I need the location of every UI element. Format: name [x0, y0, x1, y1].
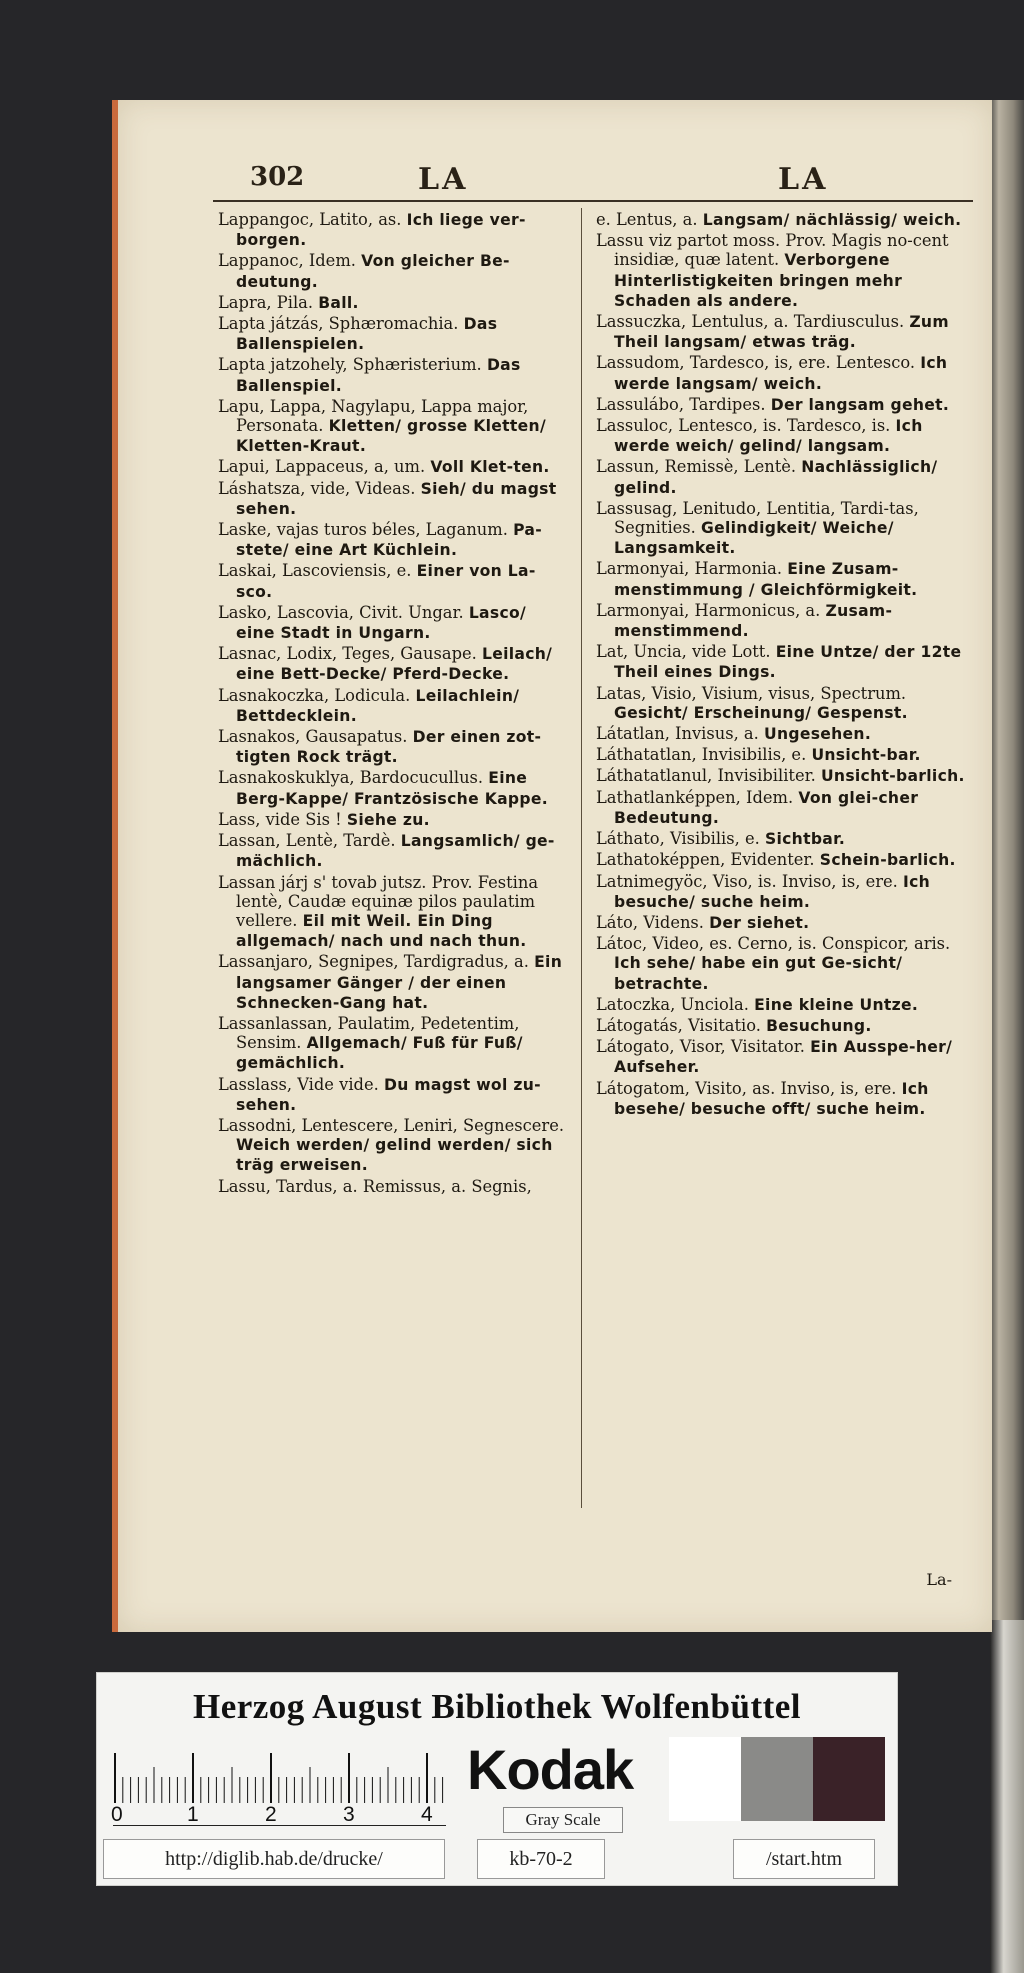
page-header: [118, 162, 992, 202]
dictionary-entry: [218, 479, 570, 519]
dictionary-entry: [596, 995, 966, 1015]
ruler-number: 4: [421, 1803, 433, 1826]
ruler-number: 2: [265, 1803, 277, 1826]
url-right: /start.htm: [733, 1839, 875, 1879]
left-column: [218, 210, 570, 1197]
header-rule: [213, 200, 973, 202]
german-translation: Unsicht-barlich.: [820, 767, 965, 786]
latin-headword: Lasko, Lascovia, Civit. Ungar.: [218, 602, 464, 622]
german-translation: Der einen zot-tigten Rock trägt.: [236, 728, 542, 767]
color-target-card: [96, 1672, 898, 1886]
dictionary-entry: [596, 934, 966, 994]
right-column: [596, 210, 966, 1120]
book-page: [112, 100, 992, 1632]
dictionary-entry: [218, 768, 570, 808]
german-translation: Eil mit Weil. Ein Ding allgemach/ nach und nach thun.: [236, 911, 527, 951]
gray-scale-label: Gray Scale: [503, 1807, 623, 1833]
ruler-number: 3: [343, 1803, 355, 1826]
latin-headword: Lapta jatzohely, Sphæristerium.: [218, 355, 482, 375]
german-translation: Ich werde weich/ gelind/ langsam.: [614, 417, 923, 456]
german-translation: Der langsam gehet.: [770, 395, 950, 414]
dictionary-entry: [218, 603, 570, 643]
dictionary-entry: [596, 601, 966, 641]
library-name: Herzog August Bibliothek Wolfenbüttel: [192, 1687, 802, 1726]
dictionary-entry: [596, 1016, 966, 1036]
german-translation: Von gleicher Be-deutung.: [236, 252, 510, 291]
latin-headword: Lassanlassan, Paulatim, Pedetentim, Sensim.: [218, 1013, 520, 1053]
latin-headword: Látoc, Video, es. Cerno, is. Conspicor, aris.: [596, 934, 951, 954]
latin-headword: Lapta játzás, Sphæromachia.: [218, 314, 459, 334]
latin-headword: Láshatsza, vide, Videas.: [218, 478, 416, 498]
german-translation: Gesicht/ Erscheinung/ Gespenst.: [614, 703, 908, 722]
ruler-number: 1: [187, 1803, 199, 1826]
latin-headword: Larmonyai, Harmonia.: [596, 559, 782, 579]
german-translation: Eine Berg-Kappe/ Frantzösische Kappe.: [236, 769, 548, 808]
dictionary-entry: [218, 1075, 570, 1115]
dictionary-entry: [218, 355, 570, 395]
latin-headword: Lasnac, Lodix, Teges, Gausape.: [218, 644, 477, 664]
dictionary-entry: [218, 397, 570, 457]
german-translation: Kletten/ grosse Kletten/ Kletten-Kraut.: [236, 417, 546, 456]
german-translation: Lasco/ eine Stadt in Ungarn.: [236, 603, 527, 643]
dictionary-entry: [596, 684, 966, 723]
german-translation: Ich werde langsam/ weich.: [614, 354, 948, 393]
latin-headword: Lathatoképpen, Evidenter.: [596, 850, 815, 870]
dictionary-entry: [596, 745, 966, 765]
german-translation: Pa-stete/ eine Art Küchlein.: [236, 521, 542, 560]
latin-headword: Lassusag, Lenitudo, Lentitia, Tardi-tas, Segnities.: [596, 498, 919, 538]
latin-headword: Látatlan, Invisus, a.: [596, 724, 759, 744]
latin-headword: Lapra, Pila.: [218, 292, 314, 312]
left-running-head: LA: [418, 162, 469, 197]
latin-headword: Laskai, Lascoviensis, e.: [218, 561, 412, 581]
german-translation: Sichtbar.: [764, 830, 846, 849]
german-translation: Du magst wol zu-sehen.: [236, 1075, 541, 1114]
dictionary-entry: [218, 952, 570, 1013]
german-translation: Das Ballenspiel.: [236, 356, 521, 395]
swatch-dark: [813, 1737, 885, 1821]
dictionary-entry: [218, 314, 570, 354]
dictionary-entry: [596, 913, 966, 933]
dictionary-entry: [218, 686, 570, 726]
swatch-gray: [741, 1737, 813, 1821]
german-translation: Ball.: [318, 293, 359, 312]
dictionary-entry: [596, 416, 966, 456]
german-translation: Ein Ausspe-her/ Aufseher.: [614, 1038, 953, 1077]
german-translation: Nachlässiglich/ gelind.: [614, 458, 938, 497]
latin-headword: Lappanoc, Idem.: [218, 251, 356, 271]
latin-headword: Lassodni, Lentescere, Leniri, Segnescere.: [218, 1115, 565, 1135]
latin-headword: Latoczka, Unciola.: [596, 994, 749, 1014]
dictionary-entry: [596, 788, 966, 828]
scale-ruler: [113, 1741, 446, 1826]
german-translation: Voll Klet-ten.: [430, 458, 550, 477]
dictionary-entry: [596, 872, 966, 912]
catchword: La-: [926, 1570, 952, 1589]
german-translation: Leilach/ eine Bett-Decke/ Pferd-Decke.: [236, 645, 553, 684]
german-translation: Ungesehen.: [764, 725, 872, 744]
gray-swatches: [669, 1737, 889, 1821]
german-translation: Gelindigkeit/ Weiche/ Langsamkeit.: [614, 519, 894, 558]
german-translation: Von glei-cher Bedeutung.: [614, 788, 919, 827]
latin-headword: Látogatom, Visito, as. Inviso, is, ere.: [596, 1078, 897, 1098]
german-translation: Eine Untze/ der 12te Theil eines Dings.: [614, 643, 962, 682]
dictionary-entry: [218, 644, 570, 684]
german-translation: Eine kleine Untze.: [754, 995, 919, 1014]
dictionary-entry: [596, 1037, 966, 1077]
latin-headword: Lassun, Remissè, Lentè.: [596, 457, 797, 477]
dictionary-entry: [596, 457, 966, 497]
latin-headword: Láto, Videns.: [596, 912, 704, 932]
german-translation: Schein-barlich.: [819, 851, 956, 870]
latin-headword: Láthatatlanul, Invisibiliter.: [596, 766, 816, 786]
latin-headword: Lassanjaro, Segnipes, Tardigradus, a.: [218, 952, 529, 972]
german-translation: Langsamlich/ ge-mächlich.: [236, 832, 555, 871]
latin-headword: Lappangoc, Latito, as.: [218, 210, 402, 229]
adjacent-page-edge: [988, 100, 1024, 1620]
latin-headword: Lat, Uncia, vide Lott.: [596, 642, 771, 662]
german-translation: Sieh/ du magst sehen.: [236, 479, 557, 518]
ruler-ticks: [113, 1741, 446, 1803]
german-translation: Einer von La-sco.: [236, 562, 536, 601]
url-left: http://diglib.hab.de/drucke/: [103, 1839, 445, 1879]
latin-headword: Lassan, Lentè, Tardè.: [218, 831, 396, 851]
german-translation: Das Ballenspielen.: [236, 315, 498, 354]
swatch-white: [669, 1737, 741, 1821]
latin-headword: Laske, vajas turos béles, Laganum.: [218, 520, 508, 540]
dictionary-entry: [218, 293, 570, 313]
latin-headword: e. Lentus, a.: [596, 210, 698, 229]
latin-headword: Lassulábo, Tardipes.: [596, 394, 766, 414]
latin-headword: Lassuczka, Lentulus, a. Tardiusculus.: [596, 312, 905, 332]
dictionary-entry: [218, 561, 570, 601]
dictionary-entry: [596, 210, 966, 230]
page-number: 302: [250, 162, 305, 192]
latin-headword: Lapui, Lappaceus, a, um.: [218, 457, 426, 477]
german-translation: Langsam/ nächlässig/ weich.: [702, 211, 962, 229]
dictionary-entry: [596, 724, 966, 744]
latin-headword: Lass, vide Sis !: [218, 809, 342, 829]
german-translation: Leilachlein/ Bettdecklein.: [236, 686, 520, 725]
latin-headword: Lapu, Lappa, Nagylapu, Lappa major, Personata.: [218, 396, 529, 436]
right-running-head: LA: [778, 162, 829, 197]
dictionary-entry: [218, 1177, 570, 1196]
latin-headword: Latas, Visio, Visium, visus, Spectrum.: [596, 683, 907, 703]
german-translation: Siehe zu.: [346, 810, 430, 829]
latin-headword: Lasnakoczka, Lodicula.: [218, 685, 411, 705]
german-translation: Allgemach/ Fuß für Fuß/ gemächlich.: [236, 1034, 523, 1073]
german-translation: Ich sehe/ habe ein gut Ge-sicht/ betrachte.: [614, 954, 903, 993]
german-translation: Verborgene Hinterlistigkeiten bringen mehr Schaden als andere.: [614, 251, 903, 310]
dictionary-entry: [218, 810, 570, 830]
dictionary-entry: [218, 457, 570, 477]
dictionary-entry: [218, 831, 570, 871]
german-translation: Ich besuche/ suche heim.: [614, 872, 931, 911]
latin-headword: Láthato, Visibilis, e.: [596, 829, 760, 849]
latin-headword: Láthatatlan, Invisibilis, e.: [596, 745, 807, 765]
latin-headword: Lassudom, Tardesco, is, ere. Lentesco.: [596, 353, 916, 373]
latin-headword: Lasnakoskuklya, Bardocucullus.: [218, 768, 484, 788]
german-translation: Ich besehe/ besuche offt/ suche heim.: [614, 1079, 929, 1118]
latin-headword: Lasnakos, Gausapatus.: [218, 727, 408, 747]
latin-headword: Larmonyai, Harmonicus, a.: [596, 600, 821, 620]
dictionary-entry: [596, 312, 966, 352]
url-mid: kb-70-2: [477, 1839, 605, 1879]
latin-headword: Lassu, Tardus, a. Remissus, a. Segnis,: [218, 1176, 532, 1196]
dictionary-entry: [596, 850, 966, 870]
dictionary-entry: [596, 766, 966, 786]
latin-headword: Lassu viz partot moss. Prov. Magis no-cent insidiæ, quæ latent.: [596, 231, 949, 270]
dictionary-entry: [596, 231, 966, 311]
dictionary-entry: [218, 520, 570, 560]
german-translation: Ich liege ver-borgen.: [236, 211, 526, 250]
latin-headword: Lassan járj s' tovab jutsz. Prov. Festina lentè, Caudæ equinæ pilos paulatim vellere.: [218, 872, 539, 930]
dictionary-entry: [596, 559, 966, 599]
german-translation: Der siehet.: [709, 913, 810, 932]
dictionary-entry: [596, 499, 966, 559]
latin-headword: Lasslass, Vide vide.: [218, 1074, 379, 1094]
german-translation: Eine Zusam-menstimmung / Gleichförmigkeit.: [614, 560, 918, 599]
german-translation: Besuchung.: [766, 1016, 872, 1035]
german-translation: Ein langsamer Gänger / der einen Schnecken-Gang hat.: [236, 953, 563, 1012]
dictionary-entry: [218, 1116, 570, 1176]
dictionary-entry: [218, 873, 570, 952]
latin-headword: Látogato, Visor, Visitator.: [596, 1037, 805, 1057]
german-translation: Zum Theil langsam/ etwas träg.: [614, 313, 949, 352]
latin-headword: Látogatás, Visitatio.: [596, 1015, 761, 1035]
dictionary-entry: [596, 395, 966, 415]
kodak-logo: Kodak: [467, 1738, 634, 1801]
latin-headword: Lassuloc, Lentesco, is. Tardesco, is.: [596, 416, 891, 436]
german-translation: Zusam-menstimmend.: [614, 601, 893, 641]
latin-headword: Latnimegyöc, Viso, is. Inviso, is, ere.: [596, 871, 898, 891]
dictionary-entry: [218, 251, 570, 291]
german-translation: Weich werden/ gelind werden/ sich träg erweisen.: [236, 1136, 553, 1175]
ruler-number: 0: [111, 1803, 123, 1826]
adjacent-page-edge-lower: [990, 1620, 1024, 1973]
dictionary-entry: [596, 353, 966, 393]
dictionary-entry: [218, 1014, 570, 1074]
dictionary-entry: [596, 829, 966, 849]
dictionary-entry: [596, 642, 966, 682]
german-translation: Unsicht-bar.: [811, 746, 921, 765]
dictionary-entry: [218, 210, 570, 250]
dictionary-entry: [218, 727, 570, 767]
column-divider: [581, 208, 582, 1508]
latin-headword: Lathatlanképpen, Idem.: [596, 787, 794, 807]
dictionary-entry: [596, 1079, 966, 1119]
